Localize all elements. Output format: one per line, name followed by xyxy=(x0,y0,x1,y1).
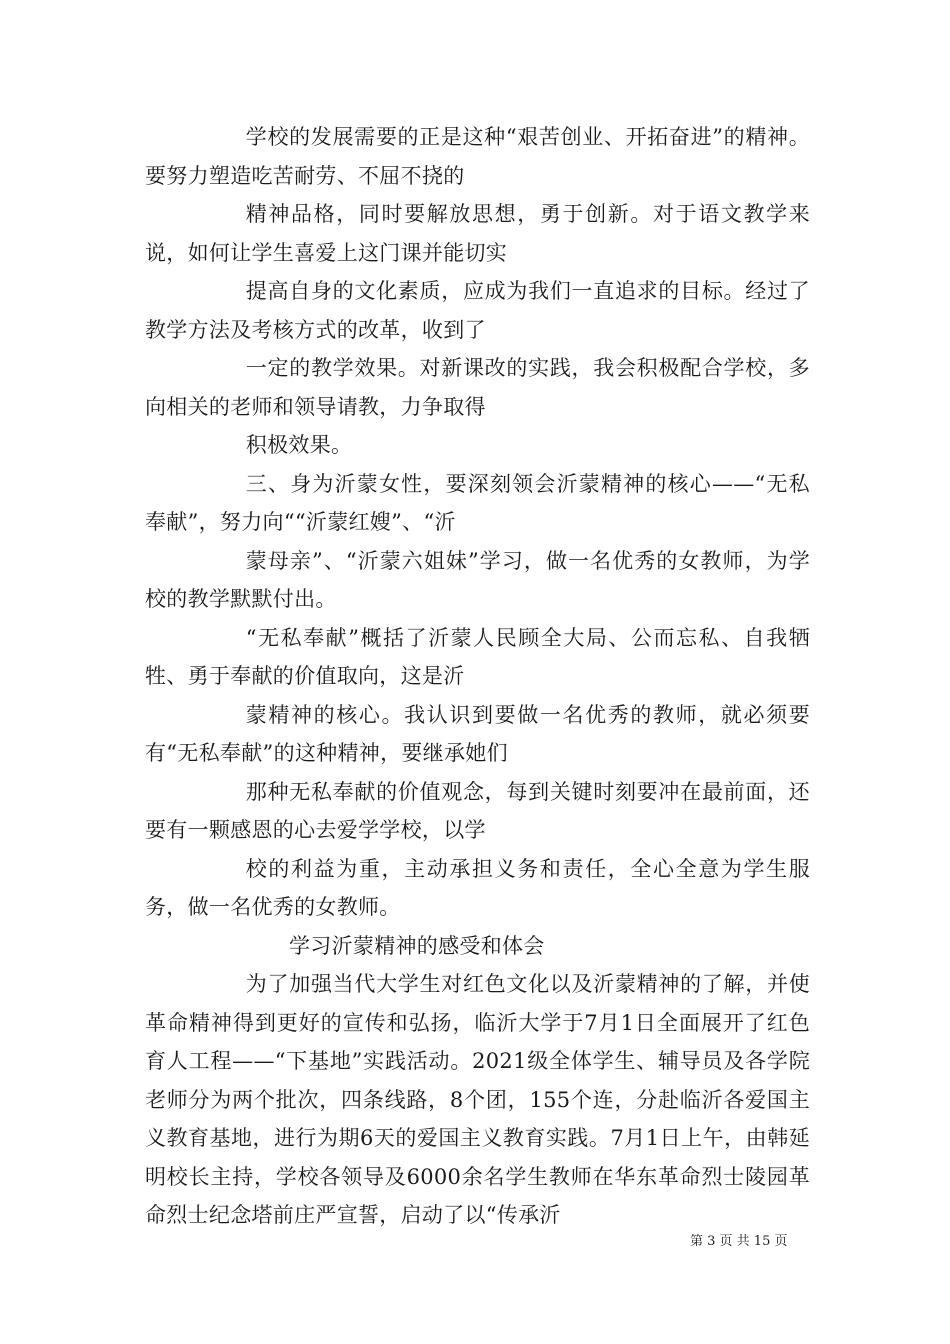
paragraph: 校的利益为重，主动承担义务和责任，全心全意为学生服务，做一名优秀的女教师。 xyxy=(145,856,810,919)
paragraph: 积极效果。 xyxy=(245,433,353,457)
page-number-footer: 第 3 页 共 15 页 xyxy=(690,1234,788,1249)
paragraph: 三、身为沂蒙女性，要深刻领会沂蒙精神的核心——“无私奉献”，努力向““沂蒙红嫂”、“沂 xyxy=(145,471,810,534)
body-paragraph: 为了加强当代大学生对红色文化以及沂蒙精神的了解，并使革命精神得到更好的宣传和弘扬，临沂大学于7月1日全面展开了红色育人工程——“下基地”实践活动。2021级全体学生、辅导员及各学院老师分为两个批次，四条线路，8个团，155个连，分赴临沂各爱国主义教育基地，进行为期6天的爱国主义教育实践。7月1日上午，由韩延明校长主持，学校各领导及6000余名学生教师在华东革命烈士陵园革命烈士纪念塔前庄严宣誓，启动了以“传承沂 xyxy=(145,972,810,1227)
paragraph: 那种无私奉献的价值观念，每到关键时刻要冲在最前面，还要有一颗感恩的心去爱学学校，以学 xyxy=(145,779,810,842)
paragraph: “无私奉献”概括了沂蒙人民顾全大局、公而忘私、自我牺牲、勇于奉献的价值取向，这是沂 xyxy=(145,625,810,688)
paragraph: 蒙精神的核心。我认识到要做一名优秀的教师，就必须要有“无私奉献”的这种精神，要继承她们 xyxy=(145,702,810,765)
section-heading: 学习沂蒙精神的感受和体会 xyxy=(289,933,545,958)
paragraph: 蒙母亲”、“沂蒙六姐妹”学习，做一名优秀的女教师，为学校的教学默默付出。 xyxy=(145,548,810,611)
paragraph: 精神品格，同时要解放思想，勇于创新。对于语文教学来说，如何让学生喜爱上这门课并能切实 xyxy=(145,202,810,265)
paragraph: 学校的发展需要的正是这种“艰苦创业、开拓奋进”的精神。要努力塑造吃苦耐劳、不屈不挠的 xyxy=(145,125,810,188)
document-body xyxy=(145,118,810,1235)
paragraph: 提高自身的文化素质，应成为我们一直追求的目标。经过了教学方法及考核方式的改革，收到了 xyxy=(145,279,810,342)
paragraph: 一定的教学效果。对新课改的实践，我会积极配合学校，多向相关的老师和领导请教，力争取得 xyxy=(145,356,810,419)
